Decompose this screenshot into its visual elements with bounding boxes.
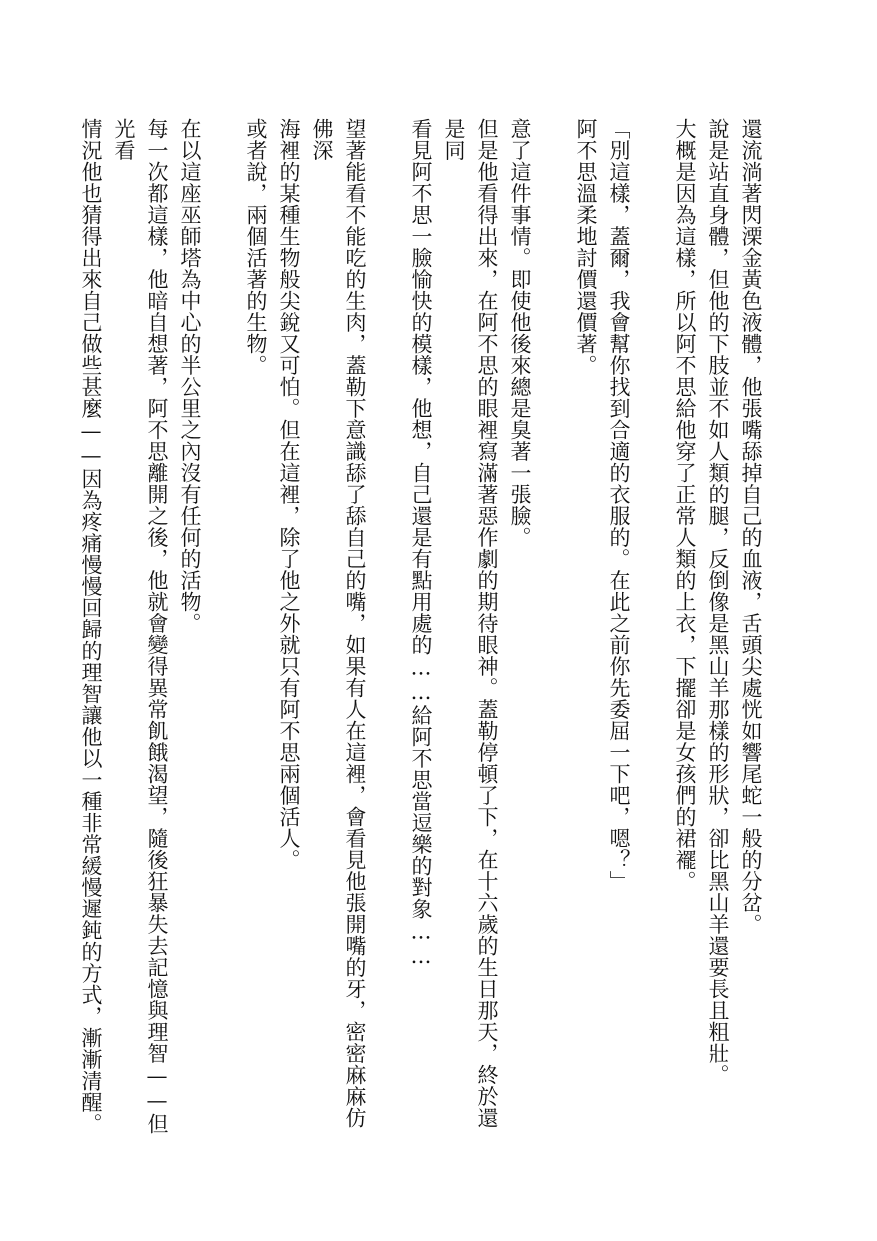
paragraph-8: 看見阿不思一臉愉快的模樣，他想，自己還是有點用處的……給阿不思當逗樂的對象…… bbox=[409, 118, 433, 969]
paragraph-13: 每一次都這樣，他暗自想著，阿不思離開之後，他就會變得異常飢餓渴望，隨後狂暴失去記憶與理智——但光看 bbox=[112, 118, 169, 1135]
paragraph-12: 在以這座巫師塔為中心的半公里之內沒有任何的活物。 bbox=[178, 118, 202, 634]
paragraph-14: 情況他也猜得出來自己做些甚麼——因為疼痛慢慢回歸的理智讓他以一種非常緩慢遲鈍的方式，漸漸清醒。 bbox=[79, 118, 103, 1135]
blank-line bbox=[635, 118, 668, 1148]
vertical-text-body bbox=[74, 118, 767, 1148]
paragraph-5: 阿不思溫柔地討價還價著。 bbox=[574, 118, 598, 376]
blank-line bbox=[371, 118, 404, 1148]
paragraph-11: 或者說，兩個活著的生物。 bbox=[244, 118, 268, 376]
paragraph-3: 大概是因為這樣，所以阿不思給他穿了正常人類的上衣，下擺卻是女孩們的裙襬。 bbox=[673, 118, 697, 892]
blank-line bbox=[206, 118, 239, 1148]
paragraph-2: 說是站直身體，但他的下肢並不如人類的腿，反倒像是黑山羊那樣的形狀，卻比黑山羊還要長且粗壯。 bbox=[706, 118, 730, 1086]
paragraph-4: 「別這樣，蓋爾，我會幫你找到合適的衣服的。在此之前你先委屈一下吧，嗯？」 bbox=[607, 118, 631, 892]
paragraph-10: 海裡的某種生物般尖銳又可怕。但在這裡，除了他之外就只有阿不思兩個活人。 bbox=[277, 118, 301, 871]
paragraph-6: 意了這件事情。即使他後來總是臭著一張臉。 bbox=[508, 118, 532, 548]
paragraph-7: 但是他看得出來，在阿不思的眼裡寫滿著惡作劇的期待眼神。蓋勒停頓了下，在十六歲的生日那天，終於還是同 bbox=[442, 118, 499, 1129]
paragraph-9: 望著能看不能吃的生肉，蓋勒下意識舔了舔自己的嘴，如果有人在這裡，會看見他張開嘴的牙，密密麻麻仿佛深 bbox=[310, 118, 367, 1129]
paragraph-1: 還流淌著閃溧金黃色液體，他張嘴舔掉自己的血液，舌頭尖處恍如響尾蛇一般的分岔。 bbox=[739, 118, 763, 935]
blank-line bbox=[536, 118, 569, 1148]
